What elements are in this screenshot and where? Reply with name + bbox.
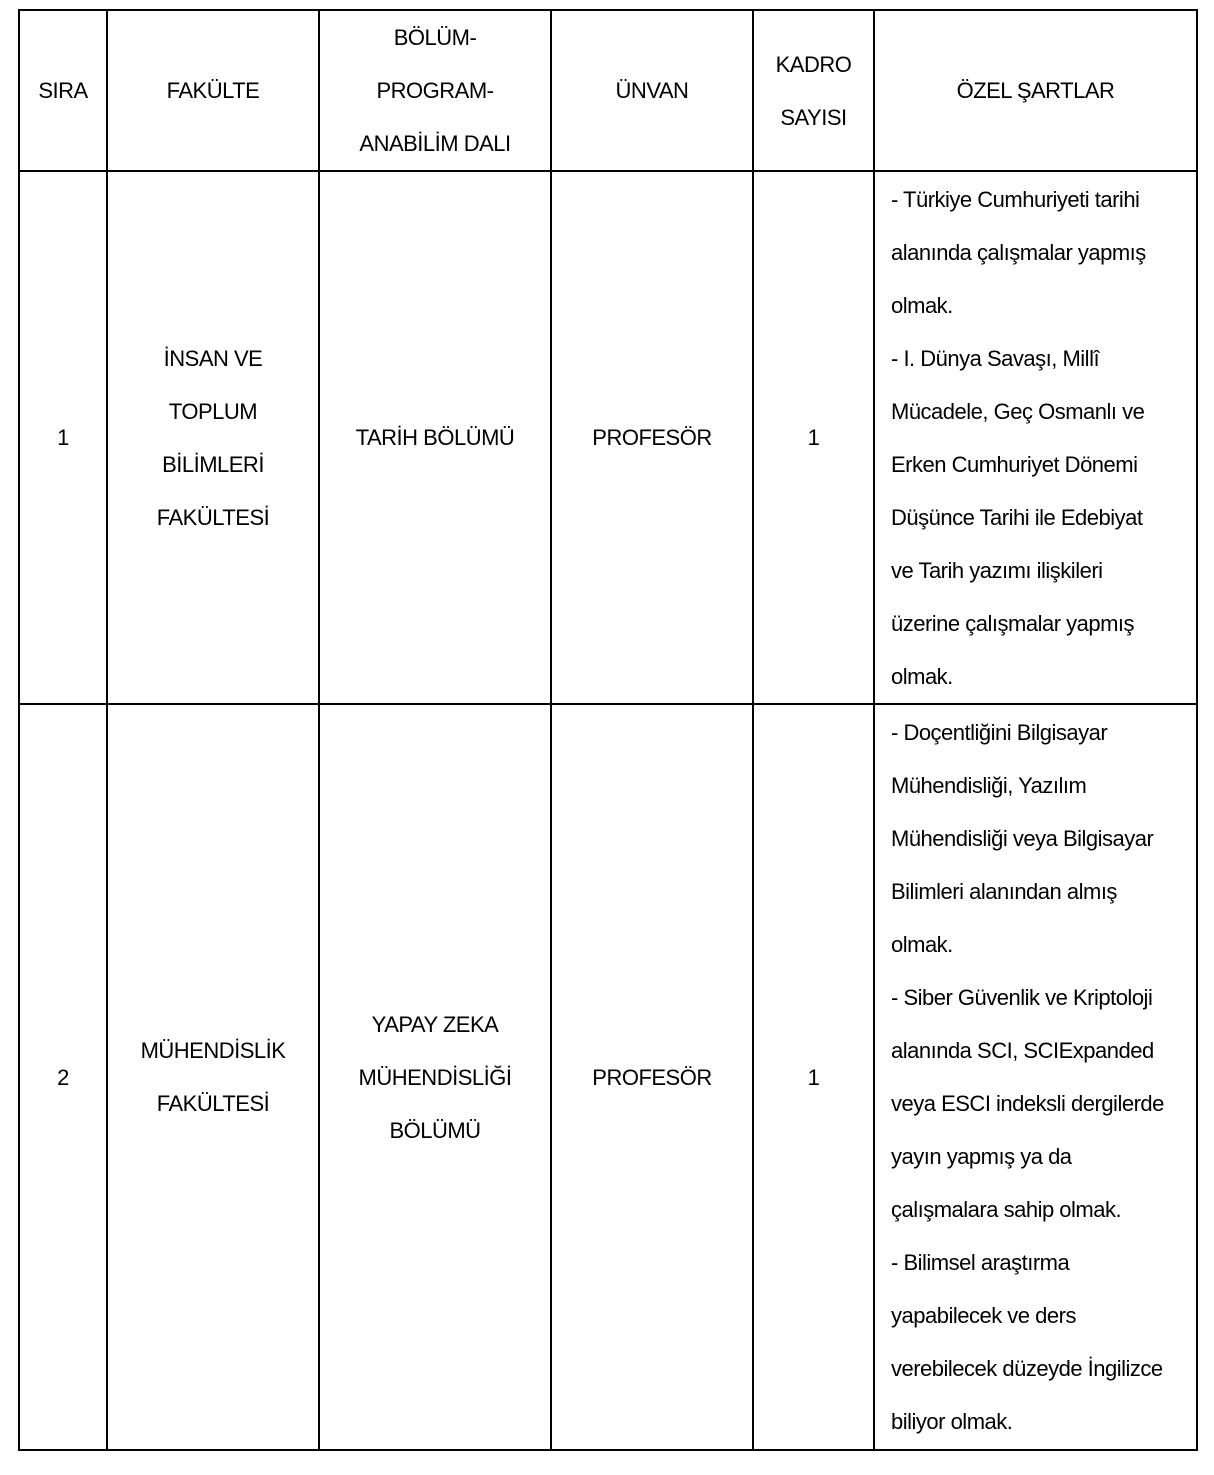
cell-kadro: 1 — [753, 704, 874, 1450]
requirement-line: alanında SCI, SCIExpanded — [891, 1038, 1154, 1063]
header-ozel-sartlar: ÖZEL ŞARTLAR — [874, 10, 1197, 171]
table-header — [19, 10, 1197, 171]
header-fakulte: FAKÜLTE — [107, 10, 319, 171]
cell-bolum — [319, 704, 551, 1450]
requirement-line: biliyor olmak. — [891, 1409, 1013, 1434]
cell-ozel-sartlar — [874, 704, 1197, 1450]
positions-table — [18, 9, 1198, 1451]
requirement-line: Bilimleri alanından almış — [891, 879, 1117, 904]
requirement-line: Düşünce Tarihi ile Edebiyat — [891, 504, 1143, 530]
requirement-line: olmak. — [891, 292, 953, 318]
requirement-line: Mühendisliği veya Bilgisayar — [891, 826, 1154, 851]
requirement-line: Mücadele, Geç Osmanlı ve — [891, 398, 1145, 424]
header-bolum — [319, 10, 551, 171]
requirement-line: - Türkiye Cumhuriyeti tarihi — [891, 186, 1140, 212]
cell-fakulte-line: FAKÜLTESİ — [156, 504, 270, 530]
cell-bolum-line: MÜHENDİSLİĞİ — [358, 1064, 512, 1090]
header-bolum-line: PROGRAM- — [376, 78, 494, 103]
requirement-line: Mühendisliği, Yazılım — [891, 773, 1087, 798]
cell-fakulte-line: TOPLUM — [168, 398, 258, 424]
cell-fakulte-line: MÜHENDİSLİK — [140, 1038, 286, 1063]
requirement-line: yapabilecek ve ders — [891, 1303, 1076, 1328]
requirement-line: veya ESCI indeksli dergilerde — [891, 1091, 1164, 1116]
cell-sira: 2 — [19, 704, 107, 1450]
header-row — [19, 10, 1197, 171]
table-body — [19, 171, 1197, 1450]
requirement-line: olmak. — [891, 932, 953, 957]
cell-unvan: PROFESÖR — [551, 704, 753, 1450]
requirement-line: olmak. — [891, 663, 953, 689]
cell-fakulte-line: BİLİMLERİ — [162, 451, 264, 477]
cell-bolum-line: BÖLÜMÜ — [389, 1117, 481, 1143]
cell-bolum-line: YAPAY ZEKA — [371, 1011, 499, 1037]
requirement-line: - Doçentliğini Bilgisayar — [891, 720, 1108, 745]
table-row — [19, 704, 1197, 1450]
requirement-line: - Bilimsel araştırma — [891, 1250, 1070, 1275]
header-kadro — [753, 10, 874, 171]
cell-fakulte — [107, 171, 319, 704]
requirement-line: Erken Cumhuriyet Dönemi — [891, 451, 1138, 477]
requirement-line: ve Tarih yazımı ilişkileri — [891, 557, 1103, 583]
header-unvan: ÜNVAN — [551, 10, 753, 171]
cell-bolum-line: TARİH BÖLÜMÜ — [355, 425, 515, 450]
cell-kadro: 1 — [753, 171, 874, 704]
cell-bolum — [319, 171, 551, 704]
requirement-line: alanında çalışmalar yapmış — [891, 239, 1146, 265]
requirement-line: - I. Dünya Savaşı, Millî — [891, 345, 1100, 371]
cell-fakulte-line: İNSAN VE — [163, 345, 263, 371]
requirement-line: - Siber Güvenlik ve Kriptoloji — [891, 985, 1153, 1010]
header-kadro-line: SAYISI — [780, 104, 847, 130]
cell-fakulte — [107, 704, 319, 1450]
table-row — [19, 171, 1197, 704]
requirement-line: çalışmalara sahip olmak. — [891, 1197, 1122, 1222]
header-bolum-line: ANABİLİM DALI — [359, 131, 511, 156]
requirement-line: üzerine çalışmalar yapmış — [891, 610, 1135, 636]
requirement-line: verebilecek düzeyde İngilizce — [891, 1356, 1163, 1381]
cell-fakulte-line: FAKÜLTESİ — [156, 1091, 270, 1116]
cell-ozel-sartlar — [874, 171, 1197, 704]
cell-sira: 1 — [19, 171, 107, 704]
requirement-line: yayın yapmış ya da — [891, 1144, 1072, 1169]
header-bolum-line: BÖLÜM- — [393, 25, 477, 50]
cell-unvan: PROFESÖR — [551, 171, 753, 704]
header-sira: SIRA — [19, 10, 107, 171]
header-kadro-line: KADRO — [775, 51, 852, 77]
